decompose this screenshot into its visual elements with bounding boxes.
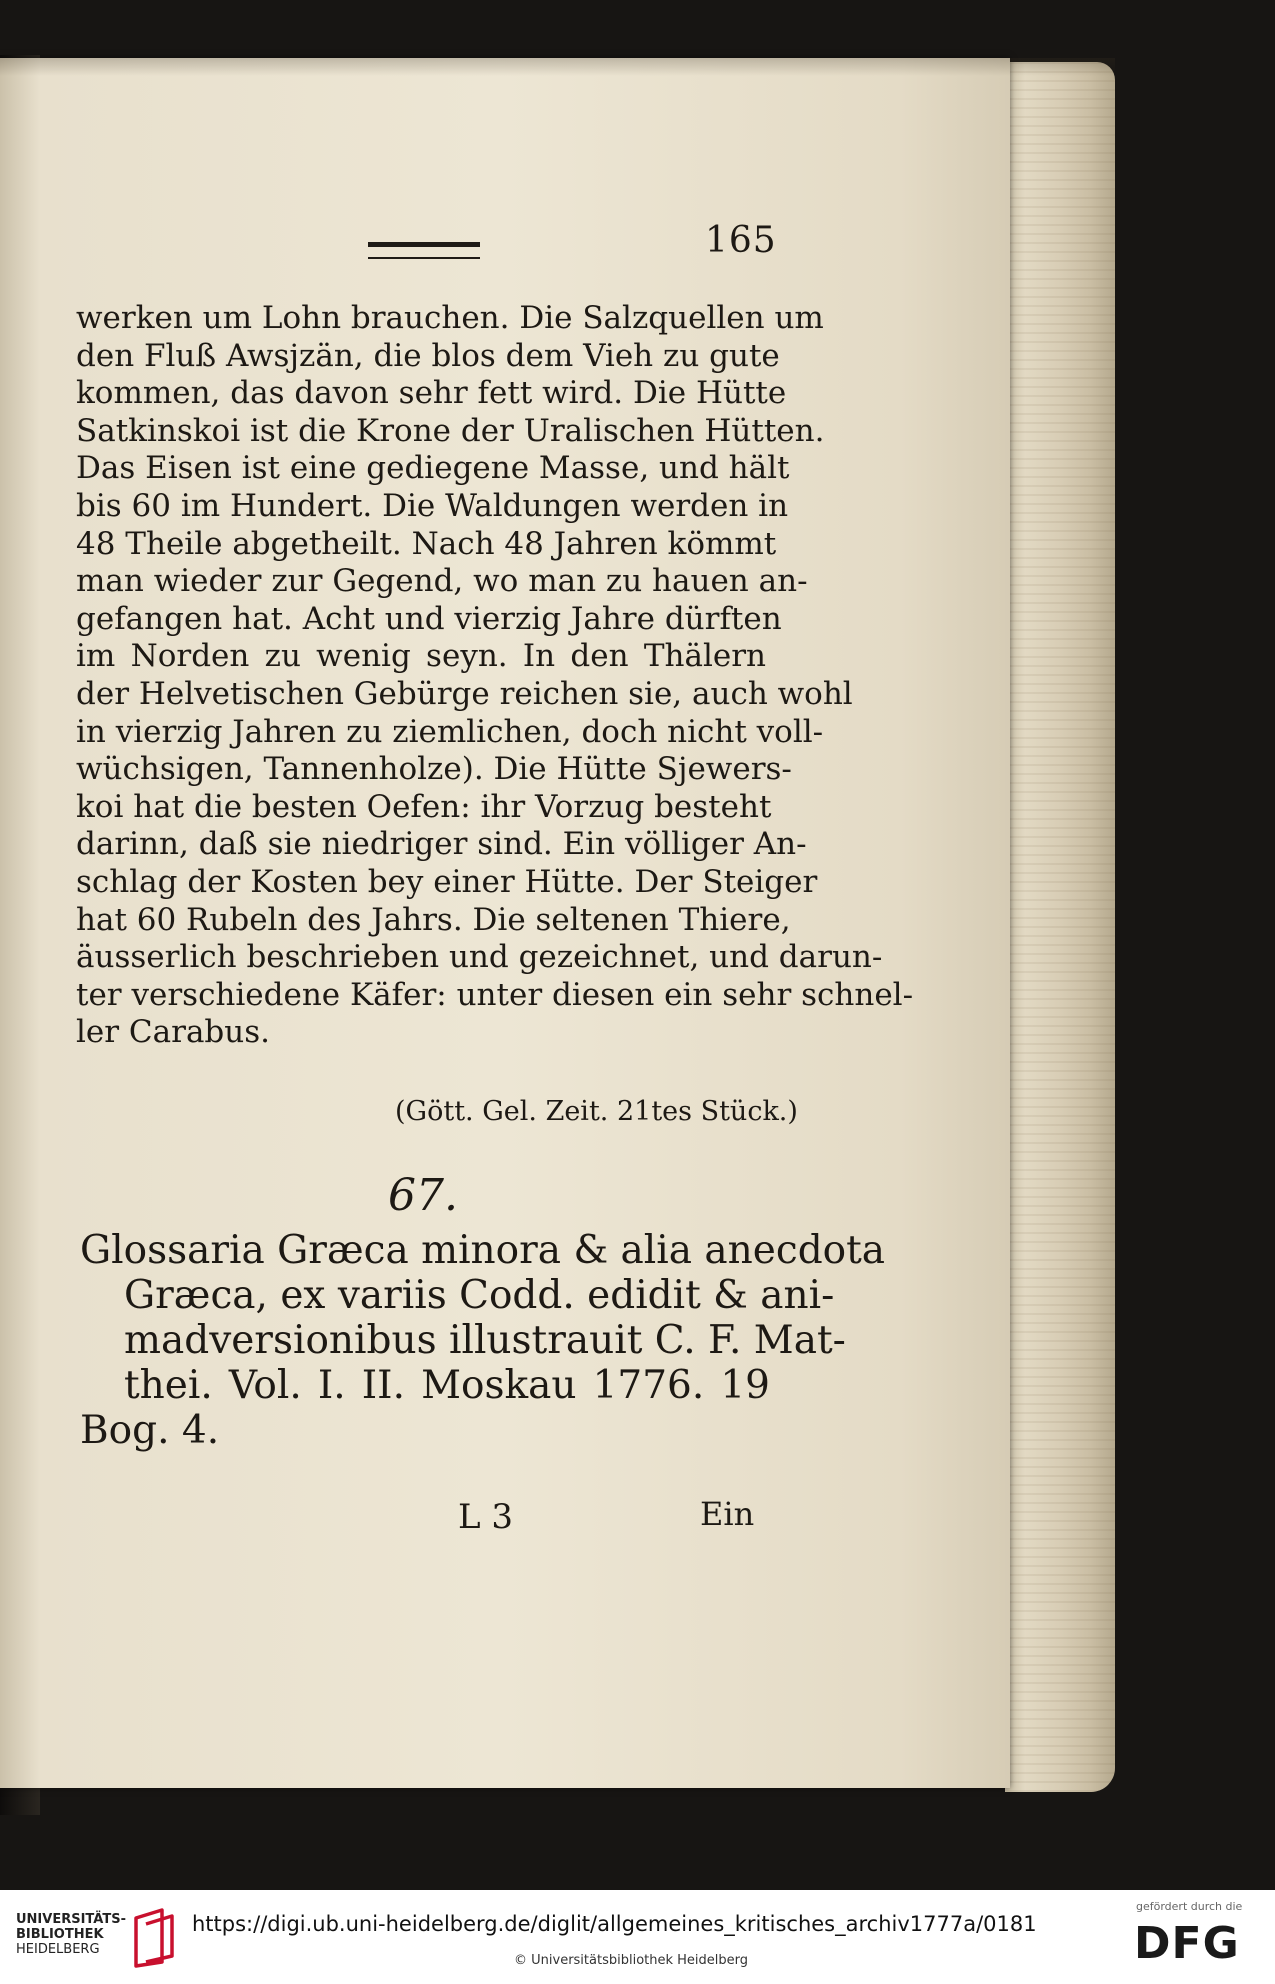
catchword: Ein — [700, 1495, 755, 1533]
body-text — [76, 300, 914, 1052]
text-line: kommen, das davon sehr fett wird. Die Hütte — [76, 375, 787, 412]
text-line: gefangen hat. Acht und vierzig Jahre dürften — [76, 600, 782, 637]
text-line: darinn, daß sie niedriger sind. Ein völliger An- — [76, 826, 807, 863]
page-top-shadow — [0, 58, 1115, 76]
text-line: ter verschiedene Käfer: unter diesen ein sehr schnel- — [76, 976, 914, 1013]
text-line: thei. Vol. I. II. Moskau 1776. 19 — [124, 1363, 770, 1408]
text-line: Græca, ex variis Codd. edidit & ani- — [124, 1273, 835, 1318]
text-line: 48 Theile abgetheilt. Nach 48 Jahren kömmt — [76, 525, 777, 562]
page-number: 165 — [705, 220, 777, 261]
dfg-logo-icon: DFG — [1134, 1918, 1240, 1969]
entry-number: 67. — [388, 1170, 458, 1221]
text-line: Das Eisen ist eine gediegene Masse, und hält — [76, 450, 790, 487]
text-line: wüchsigen, Tannenholze). Die Hütte Sjewers- — [76, 751, 792, 788]
text-line: koi hat die besten Oefen: ihr Vorzug besteht — [76, 788, 772, 825]
text-line: im Norden zu wenig seyn. In den Thälern — [76, 638, 766, 675]
library-name-line: UNIVERSITÄTS- — [16, 1912, 126, 1927]
text-line: Satkinskoi ist die Krone der Uralischen Hütten. — [76, 412, 825, 449]
viewer-footer — [0, 1890, 1275, 1984]
text-line: der Helvetischen Gebürge reichen sie, auch wohl — [76, 675, 853, 712]
library-name-line: BIBLIOTHEK — [16, 1927, 104, 1942]
funded-by-label: gefördert durch die — [1136, 1900, 1243, 1913]
permalink-url[interactable]: https://digi.ub.uni-heidelberg.de/diglit/allgemeines_kritisches_archiv1777a/0181 — [192, 1912, 1037, 1936]
entry-title — [80, 1228, 886, 1453]
copyright-notice: © Universitätsbibliothek Heidelberg — [514, 1953, 749, 1968]
text-line: man wieder zur Gegend, wo man zu hauen an- — [76, 563, 808, 600]
ub-heidelberg-logo-icon — [132, 1904, 178, 1968]
text-line: hat 60 Rubeln des Jahrs. Die seltenen Thiere, — [76, 901, 791, 938]
text-line: schlag der Kosten bey einer Hütte. Der Steiger — [76, 863, 818, 900]
text-line: werken um Lohn brauchen. Die Salzquellen um — [76, 300, 824, 336]
library-name — [16, 1912, 126, 1957]
signature-mark: L 3 — [458, 1497, 514, 1537]
text-line: den Fluß Awsjzän, die blos dem Vieh zu gute — [76, 337, 780, 374]
header-rule — [368, 242, 480, 259]
text-line: madversionibus illustrauit C. F. Mat- — [124, 1318, 846, 1363]
text-line: Glossaria Græca minora & alia anecdota — [80, 1228, 886, 1273]
page-stack-edge — [1005, 62, 1115, 1792]
text-line: in vierzig Jahren zu ziemlichen, doch nicht voll- — [76, 713, 824, 750]
text-line: Bog. 4. — [80, 1408, 220, 1453]
source-citation: (Gött. Gel. Zeit. 21tes Stück.) — [395, 1096, 798, 1127]
text-line: ler Carabus. — [76, 1014, 271, 1051]
text-line: bis 60 im Hundert. Die Waldungen werden in — [76, 487, 789, 524]
text-line: äusserlich beschrieben und gezeichnet, und darun- — [76, 939, 883, 976]
library-name-line: HEIDELBERG — [16, 1942, 100, 1957]
